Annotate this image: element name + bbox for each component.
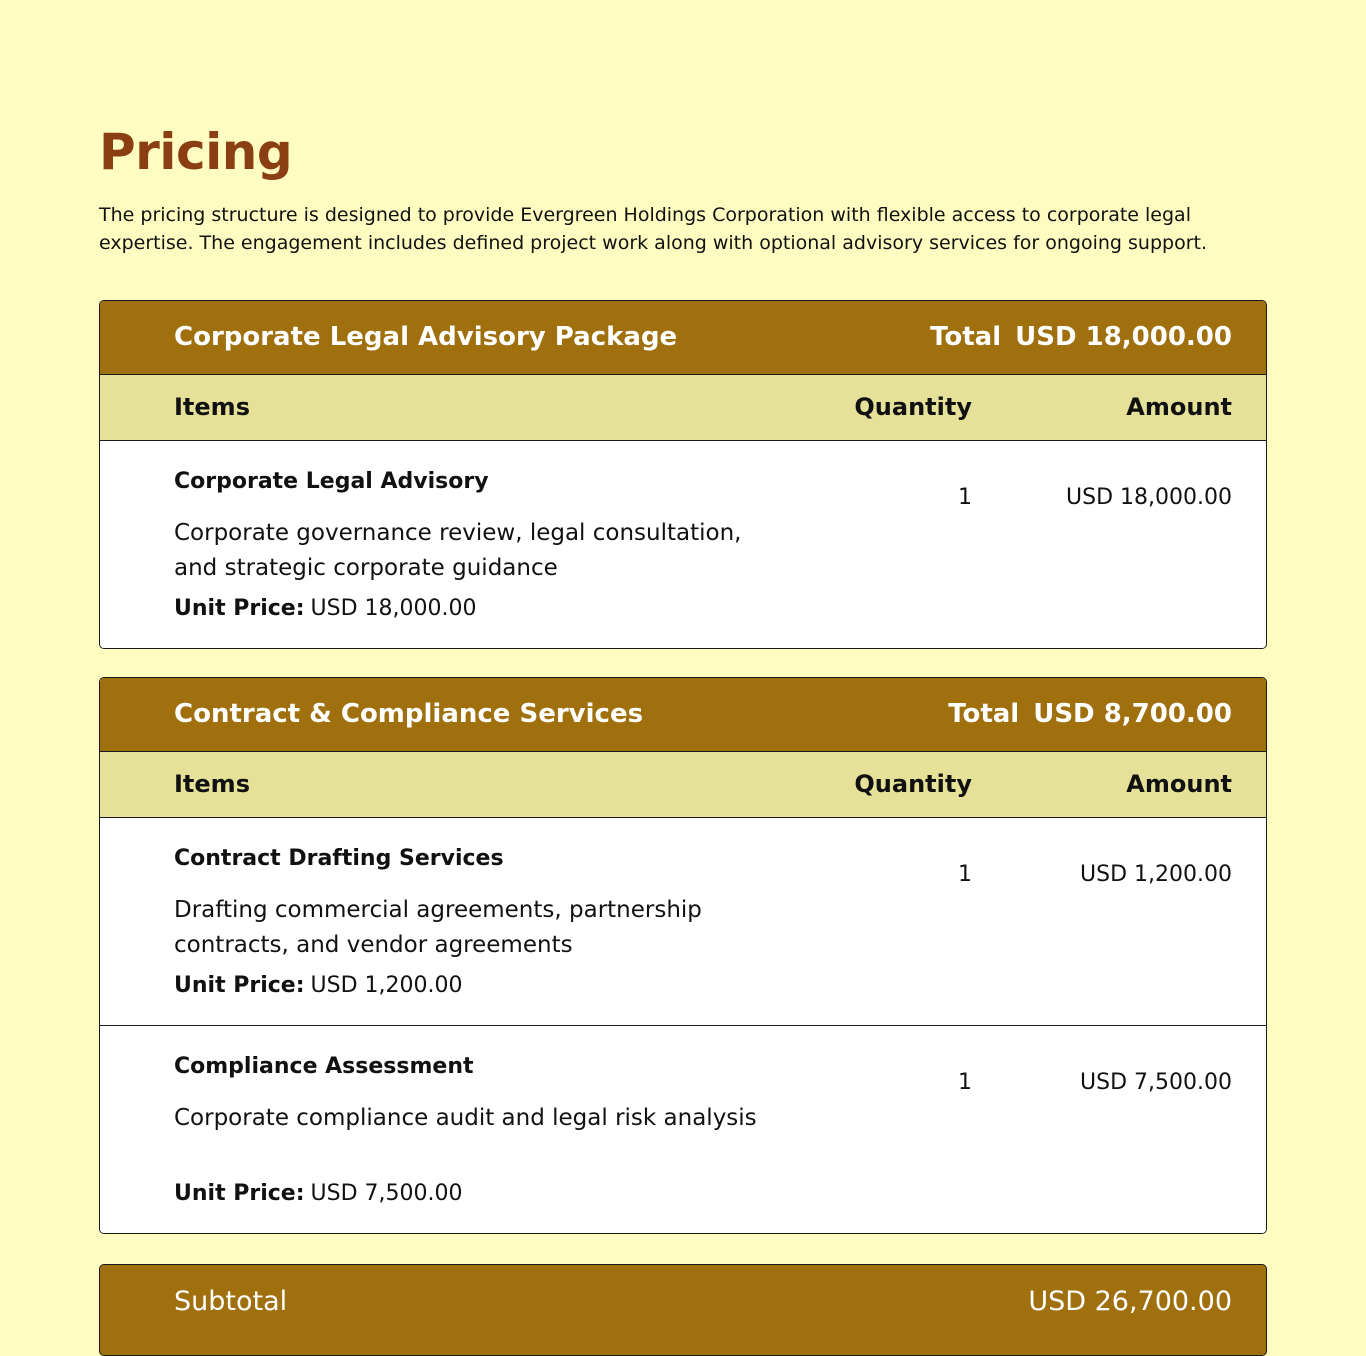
section-total-label: Total xyxy=(930,322,1002,352)
item-amount: USD 1,200.00 xyxy=(1080,862,1232,887)
column-header-quantity: Quantity xyxy=(854,770,972,798)
section-title: Corporate Legal Advisory Package xyxy=(174,322,678,352)
unit-price-label: Unit Price: xyxy=(174,596,305,621)
subtotal-label: Subtotal xyxy=(174,1286,288,1317)
item-description: Corporate compliance audit and legal risk analysis xyxy=(174,1105,757,1131)
item-name: Contract Drafting Services xyxy=(174,846,504,871)
item-name: Compliance Assessment xyxy=(174,1054,474,1079)
item-amount: USD 7,500.00 xyxy=(1080,1070,1232,1095)
section-header xyxy=(100,678,1266,752)
item-unit-price xyxy=(174,973,463,998)
column-header-items: Items xyxy=(174,770,250,798)
column-header-row xyxy=(100,752,1266,818)
item-name: Corporate Legal Advisory xyxy=(174,469,489,494)
column-header-amount: Amount xyxy=(1126,770,1232,798)
unit-price-value: USD 18,000.00 xyxy=(310,596,477,621)
section-total-label: Total xyxy=(948,699,1020,729)
item-unit-price xyxy=(174,1181,463,1206)
item-description: Drafting commercial agreements, partnership contracts, and vendor agreements xyxy=(174,897,702,958)
subtotal-bar xyxy=(99,1264,1267,1356)
column-header-row xyxy=(100,375,1266,441)
section-total-value: USD 8,700.00 xyxy=(1033,699,1232,729)
table-row xyxy=(100,818,1266,1025)
unit-price-value: USD 1,200.00 xyxy=(310,973,463,998)
section-title: Contract & Compliance Services xyxy=(174,699,644,729)
intro-paragraph: The pricing structure is designed to provide Evergreen Holdings Corporation with flexible access to corporate legal expertise. The engagement includes defined project work along with optional advisory services for ongoing support. xyxy=(99,204,1208,254)
section-total-value: USD 18,000.00 xyxy=(1015,322,1232,352)
section-header xyxy=(100,301,1266,375)
unit-price-label: Unit Price: xyxy=(174,973,305,998)
section-total xyxy=(930,301,1232,374)
page-title: Pricing xyxy=(99,123,293,181)
item-quantity: 1 xyxy=(958,862,972,887)
item-quantity: 1 xyxy=(958,1070,972,1095)
unit-price-value: USD 7,500.00 xyxy=(310,1181,463,1206)
column-header-amount: Amount xyxy=(1126,393,1232,421)
column-header-quantity: Quantity xyxy=(854,393,972,421)
item-quantity: 1 xyxy=(958,485,972,510)
table-row xyxy=(100,441,1266,648)
pricing-section-contract xyxy=(99,677,1267,1234)
item-description: Corporate governance review, legal consultation, and strategic corporate guidance xyxy=(174,520,742,581)
table-row xyxy=(100,1025,1266,1233)
subtotal-value: USD 26,700.00 xyxy=(1028,1286,1232,1317)
pricing-section-advisory xyxy=(99,300,1267,649)
unit-price-label: Unit Price: xyxy=(174,1181,305,1206)
item-amount: USD 18,000.00 xyxy=(1066,485,1232,510)
column-header-items: Items xyxy=(174,393,250,421)
item-unit-price xyxy=(174,596,477,621)
section-total xyxy=(948,678,1232,751)
